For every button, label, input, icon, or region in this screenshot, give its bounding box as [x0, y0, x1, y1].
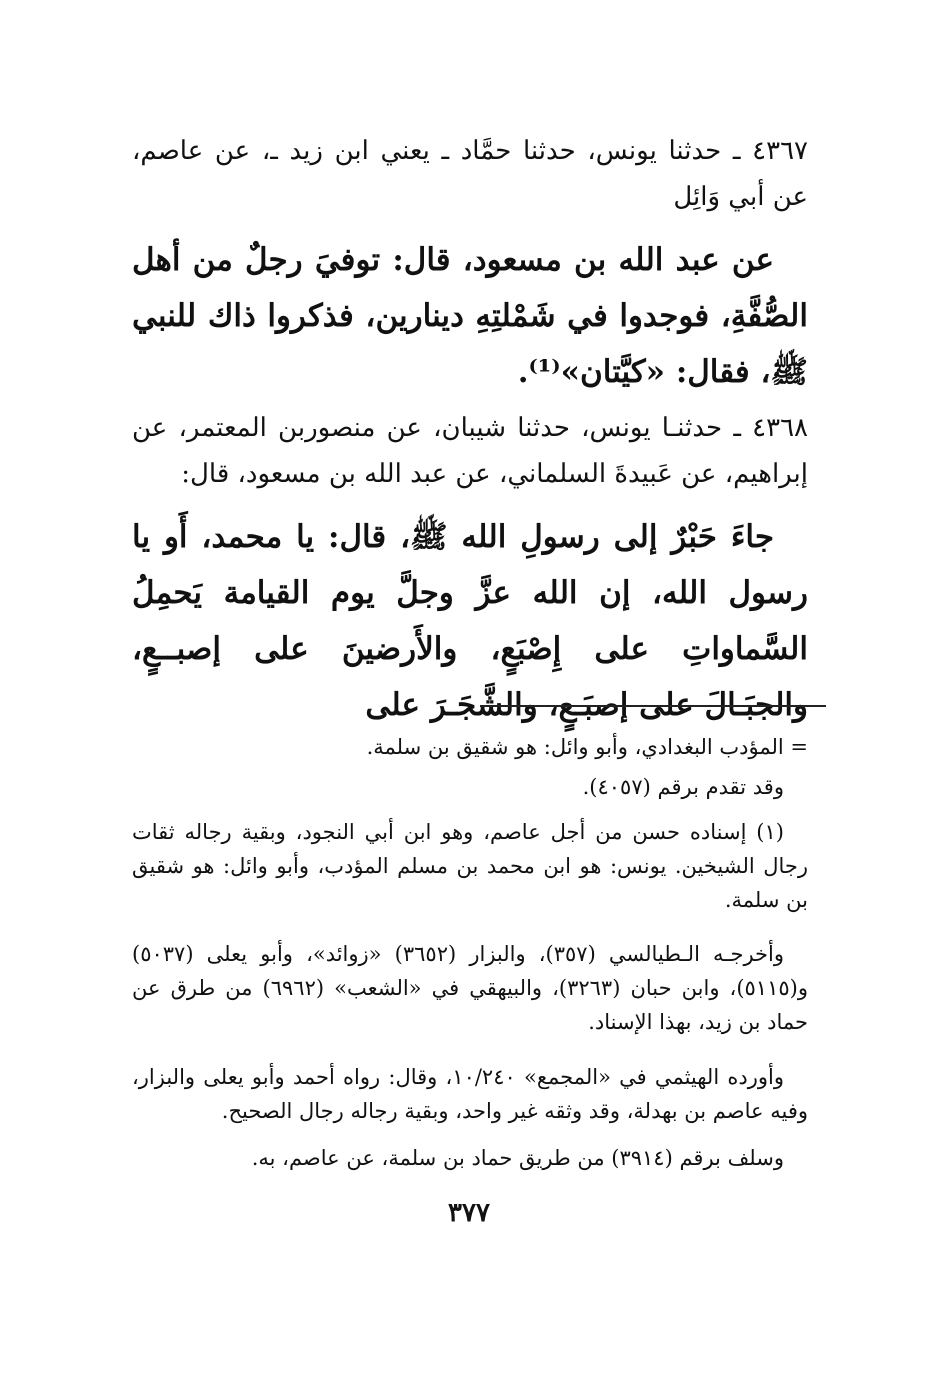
page-number: ٣٧٧ [448, 1198, 490, 1228]
footnote-1-prior-reference: وسلف برقم (٣٩١٤) من طريق حماد بن سلمة، عن عاصم، به. [251, 1146, 784, 1170]
footnote-1-haythami: وأورده الهيثمي في «المجمع» ١٠/٢٤٠، وقال: رواه أحمد وأبو يعلى والبزار، وفيه عاصم بن بهدلة، وقد وثقه غير واحد، وبقية رجاله رجال الصحيح. [132, 1065, 808, 1123]
footnote-1-takhrij: وأخرجـه الـطيالسي (٣٥٧)، والبزار (٣٦٥٢) «زوائد»، وأبو يعلى (٥٠٣٧) و(٥١١٥)، وابن حبان (٣٢٦٣)، والبيهقي في «الشعب» (٦٩٦٢) من طرق عن حماد بن زيد، بهذا الإسناد. [132, 942, 808, 1034]
hadith-4368-matn: جاءَ حَبْرٌ إلى رسولِ الله ﷺ، قال: يا محمد، أَو يا رسول الله، إن الله عزَّ وجلَّ يوم القيامة يَحمِلُ السَّماواتِ على إِصْبَعٍ، والأَرضينَ على إصبــعٍ، والجبَـالَ على إصبَـعٍ، والشَّجَـرَ على [132, 519, 808, 723]
footnote-1-grading: (١) إسناده حسن من أجل عاصم، وهو ابن أبي النجود، وبقية رجاله ثقات رجال الشيخين. يونس: هو ابن محمد بن مسلم المؤدب، وأبو وائل: هو شقيق بن سلمة. [132, 820, 808, 912]
hadith-4368-isnad: ٤٣٦٨ ـ حدثنـا يونس، حدثنا شيبان، عن منصوربن المعتمر، عن إبراهيم، عن عَبيدةَ السلماني، عن عبد الله بن مسعود، قال: [132, 413, 808, 489]
footnote-continuation: = المؤدب البغدادي، وأبو وائل: هو شقيق بن سلمة. [366, 735, 808, 759]
hadith-4367-matn: عن عبد الله بن مسعود، قال: توفيَ رجلٌ من أهل الصُّفَّةِ، فوجدوا في شَمْلتِهِ دينارين، فذكروا ذاك للنبي ﷺ، فقال: «كيَّتان»⁽¹⁾. [132, 242, 808, 390]
footnote-separator [480, 705, 826, 707]
footnote-cross-reference: وقد تقدم برقم (٤٠٥٧). [582, 775, 784, 799]
hadith-4367-isnad: ٤٣٦٧ ـ حدثنا يونس، حدثنا حمَّاد ـ يعني ابن زيد ـ، عن عاصم، عن أبي وَائِل [132, 136, 808, 212]
